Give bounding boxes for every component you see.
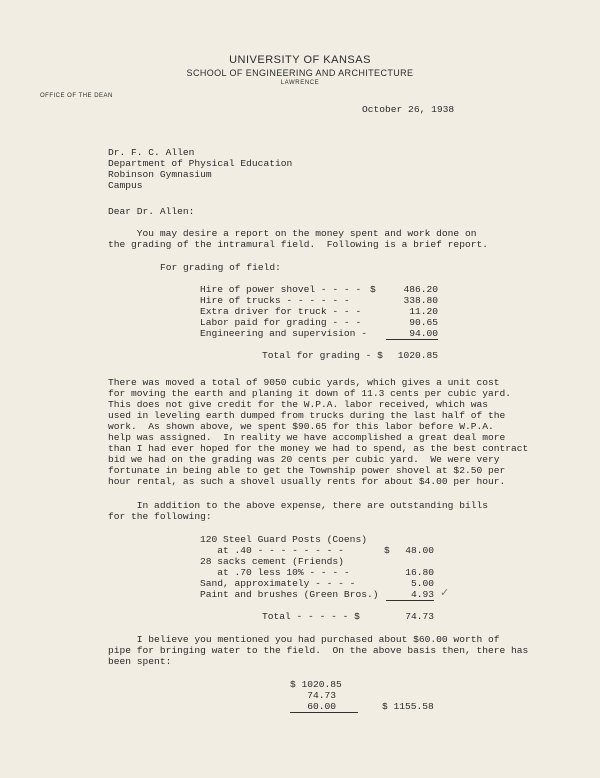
body-line: There was moved a total of 9050 cubic yards, which gives a unit cost <box>108 377 500 388</box>
grading-item-amount: 90.65 <box>409 317 438 328</box>
body-line: than I had ever hoped for the money we had to spend, as the best contract <box>108 443 529 454</box>
sum-line: $ 1020.85 <box>290 679 342 690</box>
grading-item-label: Hire of power shovel - - - - <box>200 284 362 295</box>
bill-dollar: $ <box>384 545 390 556</box>
university-name: UNIVERSITY OF KANSAS <box>229 54 371 66</box>
grading-item-label: Extra driver for truck - - - <box>200 306 362 317</box>
bills-intro-line: In addition to the above expense, there are outstanding bills <box>108 500 488 511</box>
bills-total-label: Total - - - - - $ <box>262 611 360 622</box>
intro-line: the grading of the intramural field. Following is a brief report. <box>108 239 488 250</box>
body-line: for moving the earth and planing it down of 11.3 cents per cubic yard. <box>108 388 512 399</box>
school-name: SCHOOL OF ENGINEERING AND ARCHITECTURE <box>186 68 414 78</box>
recipient-line: Department of Physical Education <box>108 158 293 169</box>
body-line: work. As shown above, we spent $90.65 for this labor before W.P.A. <box>108 421 494 432</box>
bills-intro-line: for the following: <box>108 511 212 522</box>
bill-amount: 5.00 <box>410 578 434 589</box>
bill-label: at .70 less 10% - - - - <box>200 567 350 578</box>
grading-heading: For grading of field: <box>160 262 281 273</box>
grading-item-dollar: $ <box>370 284 376 295</box>
closing-line: pipe for bringing water to the field. On the above basis then, there has <box>108 645 529 656</box>
bill-label: Sand, approximately - - - - <box>200 578 356 589</box>
closing-line: been spent: <box>108 656 172 667</box>
body-line: used in leveling earth dumped from trucks during the last half of the <box>108 410 506 421</box>
bill-amount: 16.80 <box>405 567 434 578</box>
bill-label: Paint and brushes (Green Bros.) <box>200 589 379 600</box>
bills-total: 74.73 <box>405 611 434 622</box>
letter-date: October 26, 1938 <box>362 104 455 115</box>
grading-item-amount: 94.00 <box>386 328 438 340</box>
body-line: fortunate in being able to get the Township power shovel at $2.50 per <box>108 465 506 476</box>
bill-amount: 48.00 <box>405 545 434 556</box>
sum-result: $ 1155.58 <box>382 701 434 712</box>
grading-item-label: Labor paid for grading - - - <box>200 317 362 328</box>
bill-label: 28 sacks cement (Friends) <box>200 556 344 567</box>
body-line: help was assigned. In reality we have accomplished a great deal more <box>108 432 506 443</box>
recipient-line: Robinson Gymnasium <box>108 169 212 180</box>
grading-item-label: Engineering and supervision - <box>200 328 367 339</box>
recipient-line: Campus <box>108 180 143 191</box>
bill-label: 120 Steel Guard Posts (Coens) <box>200 534 367 545</box>
grading-item-amount: 11.20 <box>409 306 438 317</box>
closing-line: I believe you mentioned you had purchased about $60.00 worth of <box>108 634 500 645</box>
office-label: OFFICE OF THE DEAN <box>40 93 113 99</box>
city-name: LAWRENCE <box>280 80 320 86</box>
salutation: Dear Dr. Allen: <box>108 206 195 217</box>
grading-total-label: Total for grading - $ <box>262 350 383 361</box>
bill-amount: 4.93 <box>386 589 434 601</box>
sum-line: 74.73 <box>290 690 337 701</box>
intro-line: You may desire a report on the money spent and work done on <box>108 228 477 239</box>
grading-item-label: Hire of trucks - - - - - - <box>200 295 350 306</box>
check-mark-icon: ✓ <box>440 586 450 599</box>
body-line: bid we had on the grading was 20 cents per cubic yard. We were very <box>108 454 500 465</box>
bill-label: at .40 - - - - - - - - <box>200 545 344 556</box>
grading-item-amount: 338.80 <box>403 295 438 306</box>
sum-line: 60.00 <box>290 701 358 713</box>
body-line: hour rental, as such a shovel usually rents for about $4.00 per hour. <box>108 476 506 487</box>
recipient-line: Dr. F. C. Allen <box>108 147 195 158</box>
grading-item-amount: 486.20 <box>403 284 438 295</box>
grading-total: 1020.85 <box>397 350 438 361</box>
body-line: This does not give credit for the W.P.A. labor received, which was <box>108 399 488 410</box>
